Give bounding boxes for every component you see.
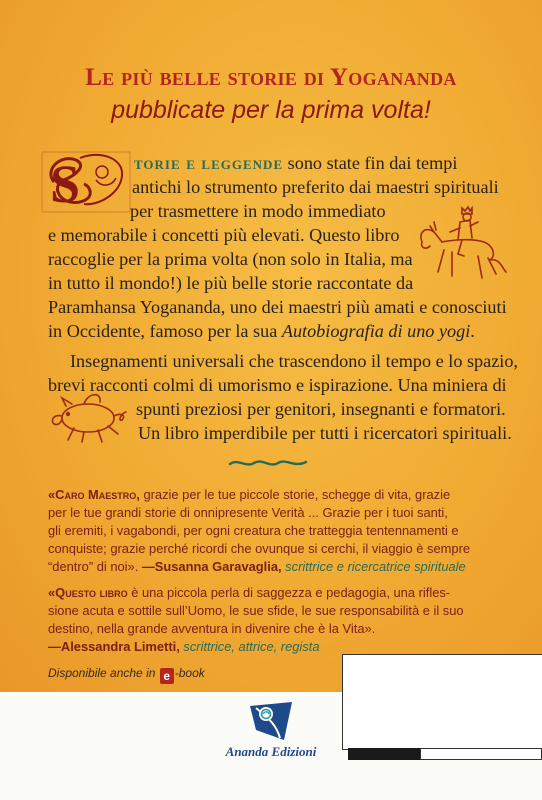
- quote1-lead: «Caro Maestro,: [48, 487, 140, 502]
- quote2-author: —Alessandra Limetti,: [48, 639, 180, 654]
- quote1-line-1: [48, 486, 508, 504]
- ebook-e-icon: e: [160, 668, 174, 684]
- quote1-line-5: [48, 558, 508, 576]
- intro-lead: torie e leggende: [134, 153, 284, 173]
- intro-line-6: in tutto il mondo!) le più belle storie raccontate da: [48, 273, 414, 293]
- quote2-line-4: [48, 638, 508, 656]
- quote1-line-4: conquiste; grazie perché ricordi che ovunque si cerchi, il viaggio è sempre: [48, 541, 471, 556]
- king-on-horse-illustration: [412, 202, 512, 292]
- headline-title: Le più belle storie di Yogananda: [85, 64, 457, 91]
- quote2-role: scrittrice, attrice, regista: [179, 639, 320, 654]
- wave-divider: [228, 456, 308, 470]
- drop-cap-letter: S: [50, 154, 81, 214]
- headline-subtitle: pubblicate per la prima volta!: [111, 96, 431, 124]
- quote1-line-3: gli eremiti, i vagabondi, per ogni creatura che tratteggia tentennamenti e: [48, 523, 459, 538]
- intro-line-8: [48, 320, 475, 344]
- barcode-box: [342, 654, 542, 750]
- intro-line-7: Paramhansa Yogananda, uno dei maestri più amati e conosciuti: [48, 297, 507, 317]
- intro-line-1: [134, 152, 457, 176]
- quote1-line-2: per le tue grandi storie di onnipresente Verità ... Grazie per i tuoi santi,: [48, 505, 448, 520]
- intro-line-2: antichi lo strumento preferito dai maestri spirituali: [132, 177, 499, 197]
- flying-pig-illustration: [44, 386, 130, 446]
- publisher-name: Ananda Edizioni: [225, 744, 317, 759]
- intro-line-1-text: sono state fin dai tempi: [283, 153, 458, 173]
- quote2-line-1: [48, 584, 508, 602]
- para2-line-1: Insegnamenti universali che trascendono il tempo e lo spazio,: [70, 351, 518, 371]
- intro-line-5: raccoglie per la prima volta (non solo in Italia, ma: [48, 249, 413, 269]
- quote2-line-2: sione acuta e sottile sull’Uomo, le sue sfide, le sue responsabilità e il suo: [48, 603, 464, 618]
- ebook-text-after: -book: [174, 666, 205, 680]
- quote2-line-1-text: è una piccola perla di saggezza e pedagogia, una rifles-: [127, 585, 451, 600]
- para2-line-3: spunti preziosi per genitori, insegnanti e formatori.: [136, 399, 506, 419]
- ebook-availability: [48, 666, 205, 684]
- ebook-text-before: Disponibile anche in: [48, 666, 159, 680]
- quote1-author: —Susanna Garavaglia,: [138, 559, 282, 574]
- intro-line-8-text: in Occidente, famoso per la sua: [48, 321, 282, 341]
- book-title-end: .: [470, 321, 475, 341]
- quote1-line-5-text: “dentro” di noi».: [48, 559, 139, 574]
- publisher-logo-icon: [246, 700, 296, 744]
- intro-line-3: per trasmettere in modo immediato: [130, 201, 386, 221]
- drop-cap-illustration: [40, 150, 132, 214]
- book-title: Autobiografia di uno yogi: [281, 321, 471, 341]
- quote1-line-1-text: grazie per le tue piccole storie, schegge di vita, grazie: [139, 487, 451, 502]
- para2-line-2: brevi racconti colmi di umorismo e ispirazione. Una miniera di: [48, 375, 507, 395]
- quote1-role: scrittrice e ricercatrice spirituale: [281, 559, 466, 574]
- quote2-line-3: destino, nella grande avventura in divenire che è la Vita».: [48, 621, 376, 636]
- quote2-lead: «Questo libro: [48, 585, 128, 600]
- para2-line-4: Un libro imperdibile per tutti i ricercatori spirituali.: [138, 423, 512, 443]
- intro-line-4: e memorabile i concetti più elevati. Questo libro: [48, 225, 400, 245]
